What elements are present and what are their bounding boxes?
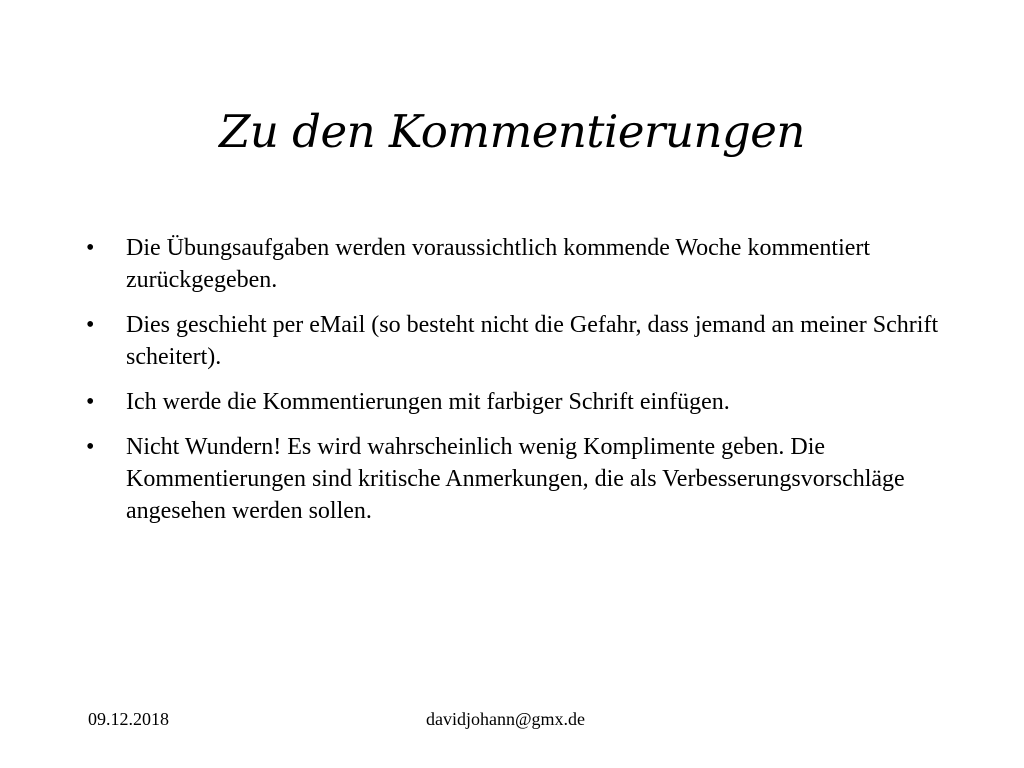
bullet-text: Nicht Wundern! Es wird wahrscheinlich wenig Komplimente geben. Die Kommentierungen sind kritische Anmerkungen, die als Verbesserungsvorschläge angesehen werden sollen.	[126, 434, 905, 524]
bullet-dot-icon: •	[86, 434, 95, 460]
bullet-item	[86, 386, 946, 418]
bullet-dot-icon: •	[86, 389, 95, 415]
bullet-item	[86, 309, 946, 373]
bullet-dot-icon: •	[86, 235, 95, 261]
bullet-text: Dies geschieht per eMail (so besteht nicht die Gefahr, dass jemand an meiner Schrift scheitert).	[126, 312, 939, 370]
bullet-item	[86, 431, 946, 527]
footer-email: davidjohann@gmx.de	[426, 709, 586, 729]
bullet-text: Ich werde die Kommentierungen mit farbiger Schrift einfügen.	[126, 389, 730, 415]
bullet-list	[86, 232, 946, 540]
slide-title: Zu den Kommentierungen	[219, 105, 805, 158]
footer-date: 09.12.2018	[88, 709, 169, 729]
bullet-text: Die Übungsaufgaben werden voraussichtlich kommende Woche kommentiert zurückgegeben.	[126, 235, 871, 293]
bullet-dot-icon: •	[86, 312, 95, 338]
bullet-item	[86, 232, 946, 296]
